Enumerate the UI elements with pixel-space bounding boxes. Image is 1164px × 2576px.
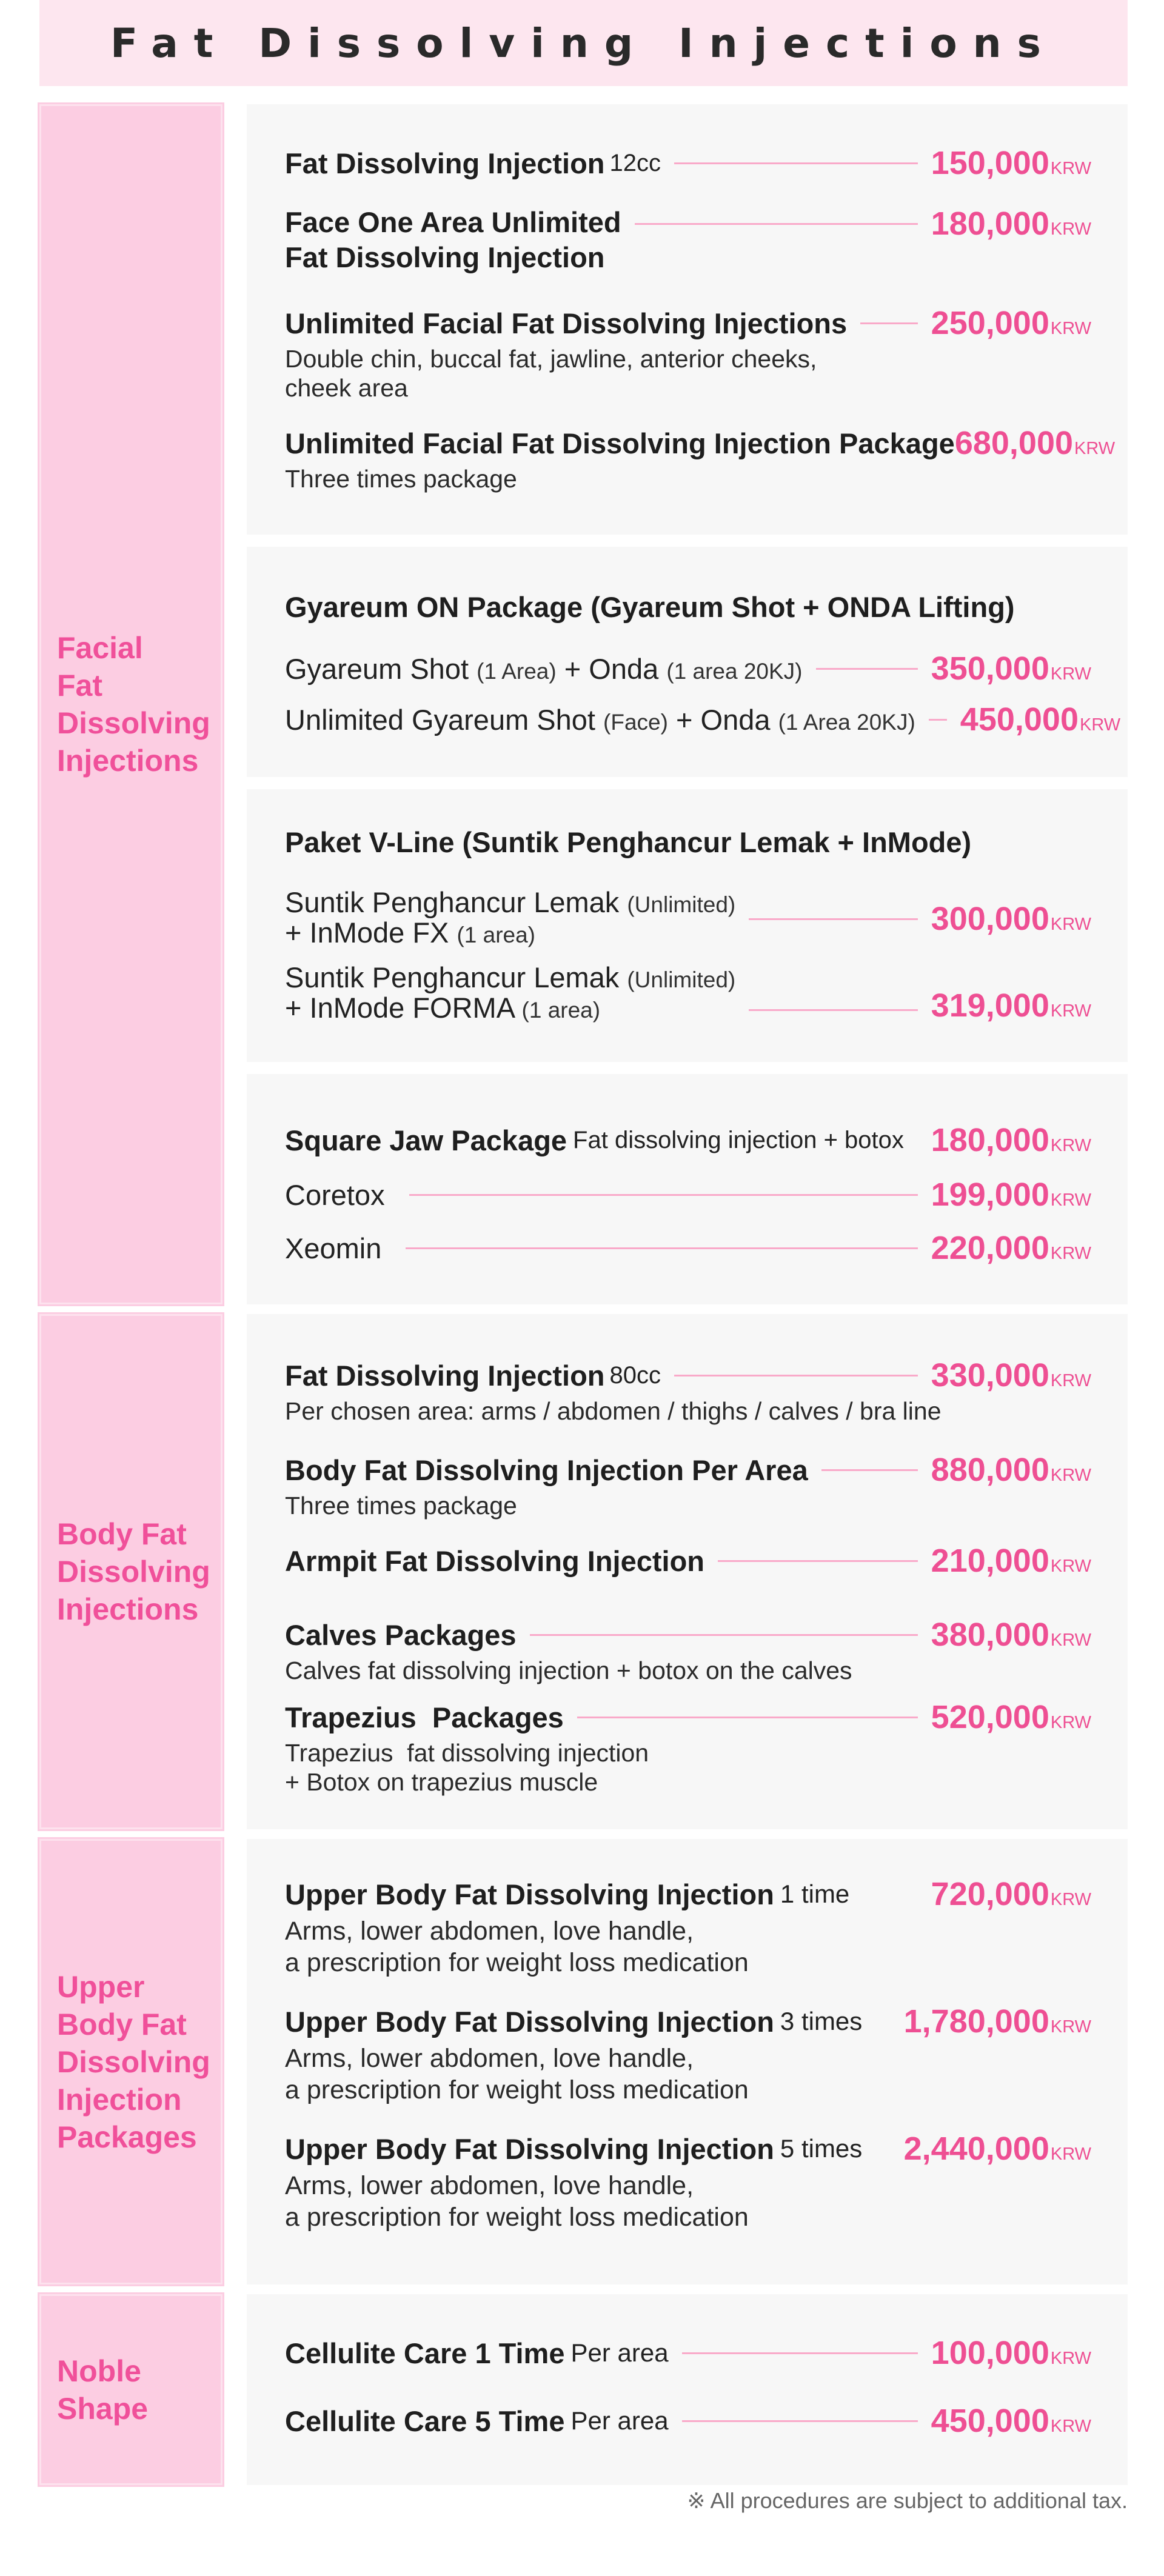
- item-price: 2,440,000KRW: [903, 2131, 1091, 2167]
- page-title: Fat Dissolving Injections: [110, 19, 1057, 67]
- price-row: [285, 650, 1091, 687]
- divider-line: [718, 1560, 918, 1562]
- item-name: Unlimited Facial Fat Dissolving Injections: [285, 307, 848, 339]
- item-name: Calves Packages: [285, 1618, 517, 1651]
- section-label-text: Upper Body Fat Dissolving Injection Packages: [57, 1969, 210, 2154]
- item-name: Cellulite Care 5 Time: [285, 2404, 565, 2437]
- item-price: 380,000KRW: [931, 1617, 1091, 1653]
- item-name: Unlimited Gyareum Shot (Face) + Onda (1 Area 20KJ): [285, 703, 915, 736]
- noble-shape-panel: [247, 2294, 1128, 2485]
- item-price: 210,000KRW: [931, 1543, 1091, 1579]
- item-name: Face One Area Unlimited Fat Dissolving Injection: [285, 206, 621, 273]
- divider-line: [577, 1717, 918, 1718]
- item-note: Per area: [570, 2338, 669, 2367]
- divider-line: [860, 322, 918, 324]
- item-name: Fat Dissolving Injection: [285, 1359, 605, 1392]
- price-row: [285, 1875, 1091, 1978]
- item-price: 300,000KRW: [931, 901, 1091, 937]
- section-label-text: Body Fat Dissolving Injections: [57, 1517, 210, 1626]
- item-name: Upper Body Fat Dissolving Injection: [285, 1878, 774, 1910]
- section-label-facial: [39, 104, 222, 1304]
- divider-line: [409, 1194, 918, 1196]
- price-row: [285, 424, 1116, 493]
- body-panel: [247, 1314, 1128, 1829]
- item-description: Calves fat dissolving injection + botox on the calves: [285, 1657, 852, 1684]
- package-heading-row: [285, 590, 1091, 624]
- item-name: Suntik Penghancur Lemak (Unlimited) + InMode FORMA (1 area): [285, 961, 736, 1024]
- item-price: 250,000KRW: [931, 305, 1091, 341]
- divider-line: [406, 1247, 917, 1249]
- item-price: 880,000KRW: [931, 1452, 1091, 1488]
- price-row: [285, 144, 1091, 182]
- item-note: Per area: [570, 2406, 669, 2435]
- gyareum-panel: [247, 547, 1128, 777]
- item-price: 220,000KRW: [931, 1230, 1091, 1266]
- divider-line: [682, 2420, 918, 2422]
- item-price: 100,000KRW: [931, 2335, 1091, 2371]
- divider-line: [816, 668, 918, 670]
- divider-line: [749, 918, 917, 920]
- item-note: Fat dissolving injection + botox: [573, 1126, 904, 1153]
- item-description: Arms, lower abdomen, love handle, a prescription for weight loss medication: [285, 2171, 749, 2232]
- tax-footnote: ※ All procedures are subject to additional tax.: [687, 2488, 1128, 2513]
- price-row: [285, 2334, 1091, 2372]
- item-description: Double chin, buccal fat, jawline, anterior cheeks, cheek area: [285, 345, 817, 402]
- item-price: 319,000KRW: [931, 987, 1091, 1024]
- price-row: [285, 1121, 1091, 1159]
- item-name: Upper Body Fat Dissolving Injection: [285, 2132, 774, 2165]
- price-row: [285, 1698, 1091, 1797]
- price-row: [285, 2130, 1091, 2233]
- price-row: [285, 961, 1091, 1024]
- price-row: [285, 1176, 1091, 1213]
- item-name: Square Jaw Package: [285, 1124, 567, 1156]
- package-heading-row: [285, 826, 1091, 859]
- item-name: Suntik Penghancur Lemak (Unlimited) + InMode FX (1 area): [285, 886, 736, 949]
- price-row: [285, 304, 1091, 402]
- item-name: Coretox: [285, 1178, 385, 1211]
- vline-panel: [247, 789, 1128, 1062]
- divider-line: [682, 2352, 918, 2354]
- item-name: Gyareum Shot (1 Area) + Onda (1 area 20KJ): [285, 652, 803, 685]
- facial-basic-panel: [247, 104, 1128, 535]
- item-price: 199,000KRW: [931, 1176, 1091, 1213]
- price-row: [285, 886, 1091, 949]
- item-price: 720,000KRW: [931, 1876, 1091, 1912]
- square-jaw-panel: [247, 1074, 1128, 1304]
- price-row: [285, 701, 1121, 738]
- item-name: Upper Body Fat Dissolving Injection: [285, 2005, 774, 2038]
- item-description: Trapezius fat dissolving injection + Botox on trapezius muscle: [285, 1739, 649, 1796]
- divider-line: [821, 1469, 918, 1471]
- price-row: [285, 2003, 1091, 2106]
- item-price: 150,000KRW: [931, 145, 1091, 181]
- price-row: [285, 1451, 1091, 1520]
- item-name: Armpit Fat Dissolving Injection: [285, 1544, 705, 1577]
- item-note: 80cc: [609, 1361, 661, 1389]
- upper-body-panel: [247, 1839, 1128, 2284]
- item-price: 450,000KRW: [960, 701, 1121, 738]
- item-price: 520,000KRW: [931, 1699, 1091, 1735]
- divider-line: [530, 1634, 918, 1636]
- item-name: Xeomin: [285, 1232, 382, 1264]
- divider-line: [635, 223, 918, 225]
- item-price: 330,000KRW: [931, 1357, 1091, 1393]
- item-name: Body Fat Dissolving Injection Per Area: [285, 1453, 808, 1486]
- item-description: Per chosen area: arms / abdomen / thighs / calves / bra line: [285, 1397, 942, 1425]
- price-row: [285, 205, 1091, 275]
- divider-line: [929, 719, 947, 721]
- section-label-upper: [39, 1839, 222, 2284]
- package-heading: Paket V-Line (Suntik Penghancur Lemak + InMode): [285, 826, 972, 858]
- item-note: 3 times: [780, 2007, 863, 2035]
- price-row: [285, 1542, 1091, 1580]
- item-price: 350,000KRW: [931, 650, 1091, 687]
- item-name: Trapezius Packages: [285, 1701, 564, 1733]
- price-row: [285, 1616, 1091, 1685]
- item-price: 1,780,000KRW: [903, 2003, 1091, 2040]
- divider-line: [674, 1375, 918, 1376]
- item-description: Three times package: [285, 1492, 517, 1520]
- item-price: 180,000KRW: [931, 1122, 1091, 1158]
- price-row: [285, 1229, 1091, 1267]
- price-row: [285, 2402, 1091, 2440]
- item-note: 5 times: [780, 2134, 863, 2163]
- price-row: [285, 1356, 1091, 1426]
- section-label-body: [39, 1314, 222, 1829]
- item-price: 450,000KRW: [931, 2403, 1091, 2439]
- divider-line: [749, 1009, 917, 1011]
- item-description: Three times package: [285, 465, 517, 493]
- package-heading: Gyareum ON Package (Gyareum Shot + ONDA Lifting): [285, 591, 1015, 623]
- divider-line: [674, 162, 918, 164]
- section-label-noble: [39, 2294, 222, 2485]
- section-label-text: Noble Shape: [57, 2354, 149, 2426]
- item-note: 1 time: [780, 1880, 850, 1908]
- section-label-text: Facial Fat Dissolving Injections: [57, 631, 210, 778]
- item-description: Arms, lower abdomen, love handle, a prescription for weight loss medication: [285, 1917, 749, 1977]
- item-note: 12cc: [609, 149, 661, 176]
- item-price: 680,000KRW: [954, 425, 1116, 461]
- item-price: 180,000KRW: [931, 205, 1091, 242]
- item-description: Arms, lower abdomen, love handle, a prescription for weight loss medication: [285, 2044, 749, 2104]
- item-name: Cellulite Care 1 Time: [285, 2337, 565, 2369]
- item-name: Unlimited Facial Fat Dissolving Injection Package: [285, 427, 955, 459]
- page-header: [39, 0, 1128, 86]
- item-name: Fat Dissolving Injection: [285, 147, 605, 179]
